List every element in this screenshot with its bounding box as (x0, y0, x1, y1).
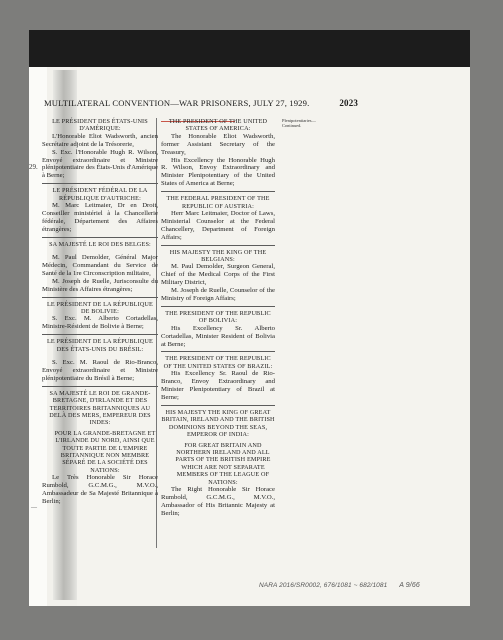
fr-paragraph: S. Exc. M. Alberto Cortadellas, Ministre-Résident de Bolivie à Berne; (42, 315, 158, 331)
fr-section-heading: LE PRÉSIDENT DE LA RÉPUBLIQUE DES ÉTATS-UNIS DU BRÉSIL: (47, 338, 153, 353)
scan-top-band (29, 30, 470, 67)
en-paragraph: The Honorable Eliot Wadsworth, former Assistant Secretary of the Treasury, (161, 132, 275, 156)
section-rule (42, 386, 158, 387)
fr-section-belgium (42, 241, 158, 294)
previous-page-ref: 29. (29, 163, 38, 171)
section-rule (161, 351, 275, 352)
fr-paragraph: M. Paul Demolder, Général Major Médecin, Commandant du Service de Santé de la 1re Circonscription militaire, (42, 254, 158, 277)
en-section-heading: THE PRESIDENT OF THE REPUBLIC OF THE UNITED STATES OF BRAZIL: (163, 355, 273, 370)
running-head (44, 98, 358, 108)
fr-section-austria (42, 187, 158, 233)
handwritten-page-mark: A 9/66 (399, 582, 420, 589)
fr-section-heading: SA MAJESTÉ LE ROI DE GRANDE-BRETAGNE, D'IRLANDE ET DES TERRITOIRES BRITANNIQUES AU DELÀ DES MERS, EMPEREUR DES INDES: (49, 389, 151, 427)
archive-annotation (259, 582, 420, 589)
fr-section-usa (42, 118, 158, 180)
fr-paragraph: L'Honorable Eliot Wadsworth, ancien Secrétaire adjoint de la Trésorerie, (42, 132, 158, 148)
fr-section-heading: LE PRÉSIDENT DES ÉTATS-UNIS D'AMÉRIQUE: (52, 118, 148, 133)
page-number: 2023 (339, 98, 358, 108)
fr-section-heading: SA MAJESTÉ LE ROI DES BELGES: (49, 240, 151, 248)
section-rule (161, 405, 275, 406)
fr-paragraph: Le Très Honorable Sir Horace Rumbold, G.C.M.G., M.V.O., Ambassadeur de Sa Majesté Britannique à Berlin; (42, 474, 158, 505)
en-paragraph: M. Paul Demolder, Surgeon General, Chief of the Medical Corps of the First Military District, (161, 263, 275, 287)
archive-reference: NARA 2016/SR0002, 676/1081 ~ 682/1081 (259, 582, 388, 589)
fr-section-bolivia (42, 301, 158, 332)
en-section-heading: HIS MAJESTY THE KING OF THE BELGIANS: (169, 248, 267, 263)
en-section-subheading: FOR GREAT BRITAIN AND NORTHERN IRELAND AND ALL PARTS OF THE BRITISH EMPIRE WHICH ARE NOT SEPARATE MEMBERS OF THE LEAGUE OF NATIONS: (175, 441, 271, 486)
fr-section-heading: LE PRÉSIDENT FÉDÉRAL DE LA RÉPUBLIQUE D'AUTRICHE: (52, 187, 148, 202)
fr-section-subheading: POUR LA GRANDE-BRETAGNE ET L'IRLANDE DU NORD, AINSI QUE TOUTE PARTIE DE L'EMPIRE BRITANNIQUE NON MEMBRE SÉPARÉ DE LA SOCIÉTÉ DES NATIONS: (54, 429, 156, 474)
en-section-bolivia (161, 310, 275, 349)
fr-section-brazil (42, 338, 158, 383)
en-section-belgium (161, 249, 275, 303)
en-section-heading: THE PRESIDENT OF THE REPUBLIC OF BOLIVIA: (165, 309, 271, 325)
section-rule (42, 334, 158, 335)
section-rule (161, 306, 275, 307)
en-paragraph: His Excellency the Honorable Hugh R. Wilson, Envoy Extraordinary and Minister Plenipotentiary of the United States of America at Berne; (161, 156, 275, 188)
fr-paragraph: M. Joseph de Ruelle, Jurisconsulte du Ministère des Affaires étrangères; (42, 277, 158, 293)
en-section-heading: HIS MAJESTY THE KING OF GREAT BRITAIN, IRELAND AND THE BRITISH DOMINIONS BEYOND THE SEAS, EMPEROR OF INDIA: (161, 408, 275, 439)
previous-page-mark: — (31, 505, 37, 511)
section-rule (42, 237, 158, 238)
fr-section-heading: LE PRÉSIDENT DE LA RÉPUBLIQUE DE BOLIVIE: (47, 300, 153, 316)
section-rule (161, 245, 275, 246)
en-section-brazil (161, 355, 275, 401)
en-paragraph: His Excellency Sr. Alberto Cortadellas, Minister Resident of Bolivia at Berne; (161, 324, 275, 348)
fr-paragraph: M. Marc Leitmaier, Dr en Droit, Conseiller ministériel à la Chancellerie fédérale, Département des Affaires étrangères; (42, 202, 158, 233)
running-head-title: MULTILATERAL CONVENTION—WAR PRISONERS, JULY 27, 1929. (44, 98, 310, 108)
fr-section-great-britain (42, 390, 158, 506)
english-column (161, 118, 275, 518)
section-rule (42, 297, 158, 298)
en-paragraph: Herr Marc Leitmaier, Doctor of Laws, Ministerial Counselor at the Federal Chancellery, Department of Foreign Affairs; (161, 209, 275, 241)
french-column (42, 118, 158, 506)
en-section-heading: THE FEDERAL PRESIDENT OF THE REPUBLIC OF AUSTRIA: (166, 195, 270, 210)
en-section-usa (161, 118, 275, 188)
fr-paragraph: S. Exc. M. Raoul de Rio-Branco, Envoyé extraordinaire et Ministre plénipotentiaire du Brésil à Berne; (42, 359, 158, 382)
en-paragraph: His Excellency Sr. Raoul de Rio-Branco, Envoy Extraordinary and Minister Plenipotentiary of Brazil at Berne; (161, 370, 275, 401)
section-rule (42, 183, 158, 184)
fr-paragraph: S. Exc. l'Honorable Hugh R. Wilson, Envoyé extraordinaire et Ministre plénipotentiaire des États-Unis d'Amérique à Berne; (42, 148, 158, 180)
en-section-austria (161, 195, 275, 241)
margin-note: Plenipotentiaries—Continued. (282, 118, 316, 128)
section-rule (161, 191, 275, 192)
en-paragraph: M. Joseph de Ruelle, Counselor of the Ministry of Foreign Affairs; (161, 287, 275, 303)
en-section-heading: THE PRESIDENT OF THE UNITED STATES OF AMERICA: (168, 118, 268, 133)
en-paragraph: The Right Honorable Sir Horace Rumbold, G.C.M.G., M.V.O., Ambassador of His Britannic Majesty at Berlin; (161, 485, 275, 517)
en-section-great-britain (161, 409, 275, 518)
